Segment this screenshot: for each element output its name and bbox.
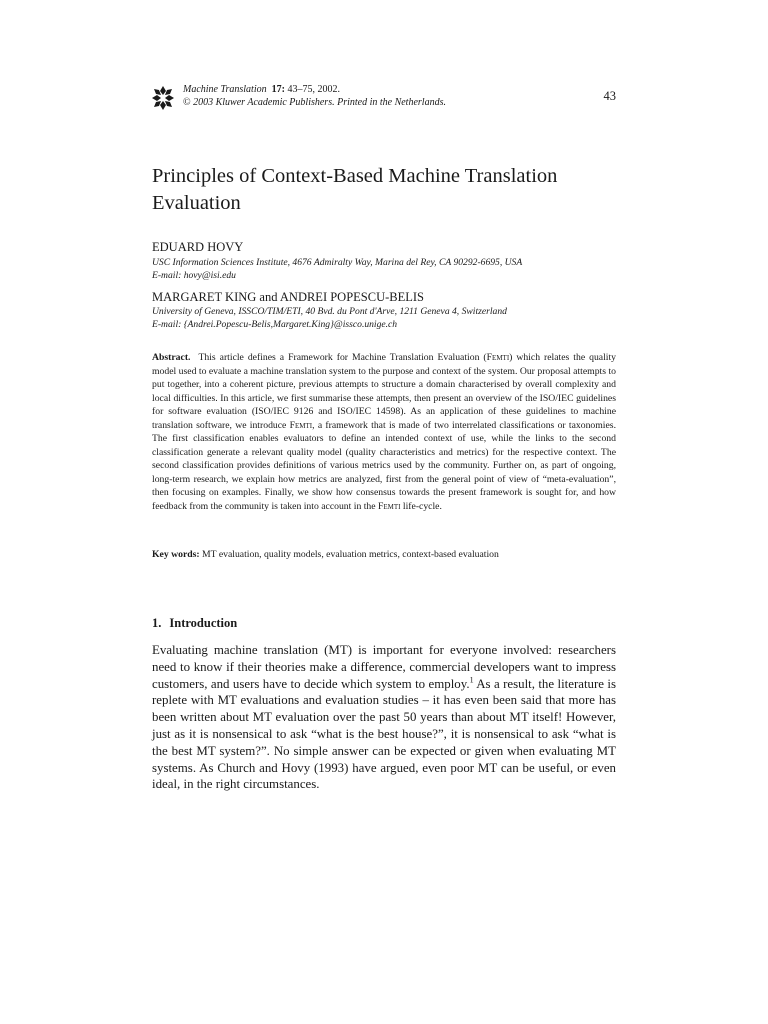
- journal-volume: 17:: [271, 84, 285, 95]
- abstract-text-4: life-cycle.: [400, 500, 442, 512]
- keywords: [152, 548, 616, 561]
- footnote-marker[interactable]: 1: [469, 675, 474, 685]
- keywords-label: Key words:: [152, 549, 200, 560]
- section-title: Introduction: [169, 616, 238, 630]
- journal-pages-year: 43–75, 2002.: [284, 84, 340, 95]
- author-email: E-mail: {Andrei.Popescu-Belis,Margaret.King}@issco.unige.ch: [152, 318, 398, 330]
- copyright-symbol: ©: [183, 96, 191, 108]
- abstract-text-2: ) which relates the quality model used to evaluate a machine translation system to the purpose and context of the system. Our proposal attempts to put together, into a coherent picture, previous attempts to structure a domain characterised by overall complexity and local difficulties. In this article, we first summarise these attempts, then present an overview of the ISO/IEC guidelines for software evaluation (ISO/IEC 9126 and ISO/IEC 14598). As an application of these guidelines to machine translation software, we introduce: [152, 352, 617, 431]
- abstract-text-3: , a framework that is made of two interrelated classifications or taxonomies. The first classification enables evaluators to define an intended context of use, while the links to the second classification generate a relevant quality model (quality characteristics and metrics) for the respective context. The second classification provides definitions of various metrics used by the community. Further on, as part of ongoing, long-term research, we explain how metrics are analyzed, first from the general point of view of “meta-evaluation”, then focusing on examples. Finally, we show how consensus towards the present framework is sought for, and how feedback from the community is taken into account in the: [152, 419, 616, 512]
- abstract-text-1: This article defines a Framework for Machine Translation Evaluation (: [198, 352, 487, 363]
- author-name: EDUARD HOVY: [152, 240, 244, 254]
- intro-text-1: Evaluating machine translation (MT) is important for everyone involved: researchers need to know if their theories make a difference, commercial developers want to impress customers, and users have to decide which system to employ.: [152, 643, 616, 691]
- author-block-2: [152, 290, 616, 331]
- introduction-paragraph: [152, 642, 616, 793]
- copyright-text: 2003 Kluwer Academic Publishers. Printed in the Netherlands.: [190, 96, 446, 108]
- keywords-text: MT evaluation, quality models, evaluation metrics, context-based evaluation: [199, 549, 499, 560]
- article-title: Principles of Context-Based Machine Translation Evaluation: [152, 165, 558, 214]
- abstract-label: Abstract.: [152, 352, 191, 363]
- section-number: 1.: [152, 616, 162, 630]
- author-name: MARGARET KING and ANDREI POPESCU-BELIS: [152, 290, 425, 304]
- intro-text-2: As a result, the literature is replete with MT evaluations and evaluation studies – it has even been said that more has been written about MT evaluation over the past 50 years than about MT itself! However, just as it is nonsensical to ask “what is the best house?”, it is nonsensical to ask “what is the best MT system?”. No simple answer can be expected or given when evaluating MT systems. As Church and Hovy (1993) have argued, even poor MT can be useful, or even ideal, in the right circumstances.: [152, 676, 617, 792]
- femti-acronym: Femti: [486, 352, 510, 363]
- journal-citation: [183, 84, 446, 109]
- author-affiliation: University of Geneva, ISSCO/TIM/ETI, 40 Bvd. du Pont d'Arve, 1211 Geneva 4, Switzerland: [152, 306, 507, 317]
- journal-name: Machine Translation: [183, 84, 267, 95]
- author-email: E-mail: hovy@isi.edu: [152, 269, 236, 281]
- abstract: [152, 351, 616, 513]
- page-number: 43: [603, 89, 616, 103]
- femti-acronym: Femti: [289, 419, 313, 431]
- publisher-logo-icon: [152, 86, 174, 110]
- section-heading-introduction: [152, 616, 237, 631]
- author-block-1: [152, 240, 616, 282]
- journal-line-1: [183, 84, 446, 97]
- femti-acronym: Femti: [377, 500, 401, 512]
- journal-line-2: [183, 97, 446, 110]
- journal-header: [152, 84, 616, 124]
- author-affiliation: USC Information Sciences Institute, 4676 Admiralty Way, Marina del Rey, CA 90292-6695, USA: [152, 257, 523, 268]
